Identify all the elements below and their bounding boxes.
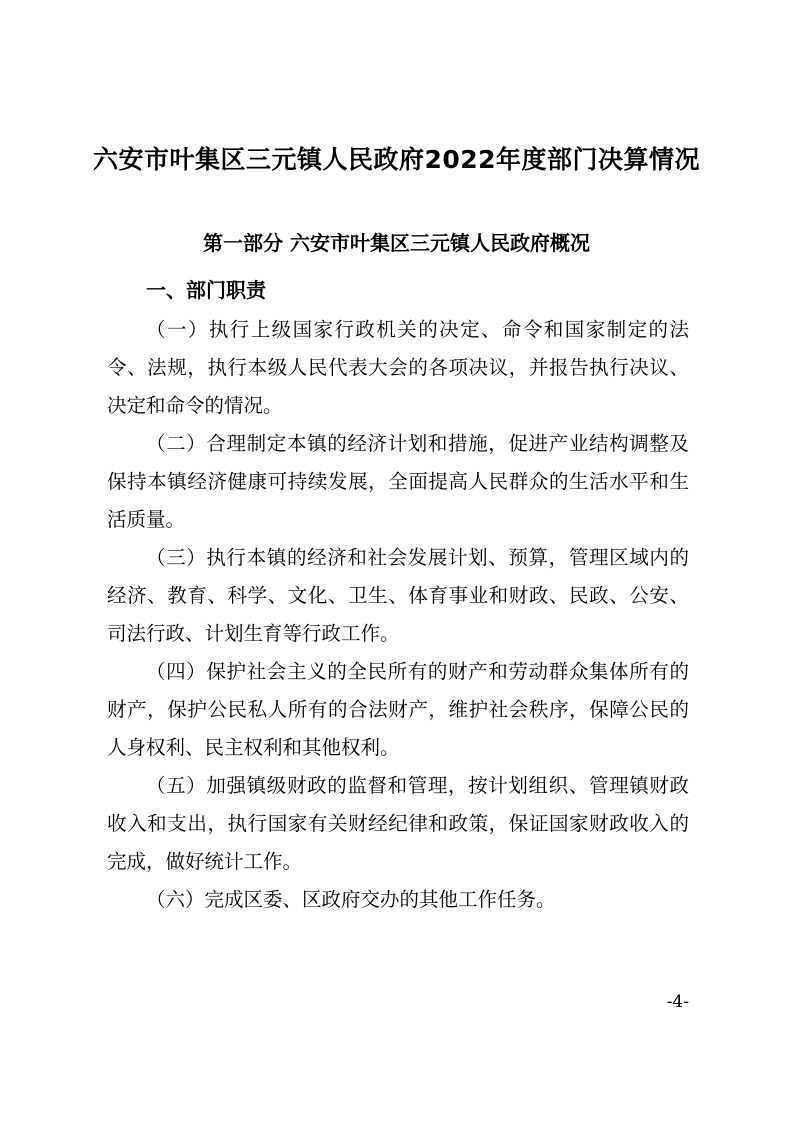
section-heading: 一、部门职责 bbox=[146, 278, 266, 302]
paragraph: （一）执行上级国家行政机关的决定、命令和国家制定的法令、法规，执行本级人民代表大会的各项决议，并报告执行决议、决定和命令的情况。 bbox=[107, 318, 689, 417]
paragraph: （二）合理制定本镇的经济计划和措施，促进产业结构调整及保持本镇经济健康可持续发展，全面提高人民群众的生活水平和生活质量。 bbox=[107, 432, 689, 531]
page-title: 六安市叶集区三元镇人民政府2022年度部门决算情况 bbox=[92, 145, 701, 174]
body-text bbox=[107, 311, 689, 919]
paragraph: （六）完成区委、区政府交办的其他工作任务。 bbox=[146, 888, 556, 911]
part-heading: 第一部分 六安市叶集区三元镇人民政府概况 bbox=[203, 231, 590, 255]
paragraph: （五）加强镇级财政的监督和管理，按计划组织、管理镇财政收入和支出，执行国家有关财经纪律和政策，保证国家财政收入的完成，做好统计工作。 bbox=[107, 774, 689, 873]
paragraph: （四）保护社会主义的全民所有的财产和劳动群众集体所有的财产，保护公民私人所有的合法财产，维护社会秩序，保障公民的人身权利、民主权利和其他权利。 bbox=[107, 660, 689, 759]
page-number: -4- bbox=[666, 992, 689, 1012]
paragraph: （三）执行本镇的经济和社会发展计划、预算，管理区域内的经济、教育、科学、文化、卫生、体育事业和财政、民政、公安、司法行政、计划生育等行政工作。 bbox=[107, 546, 689, 645]
